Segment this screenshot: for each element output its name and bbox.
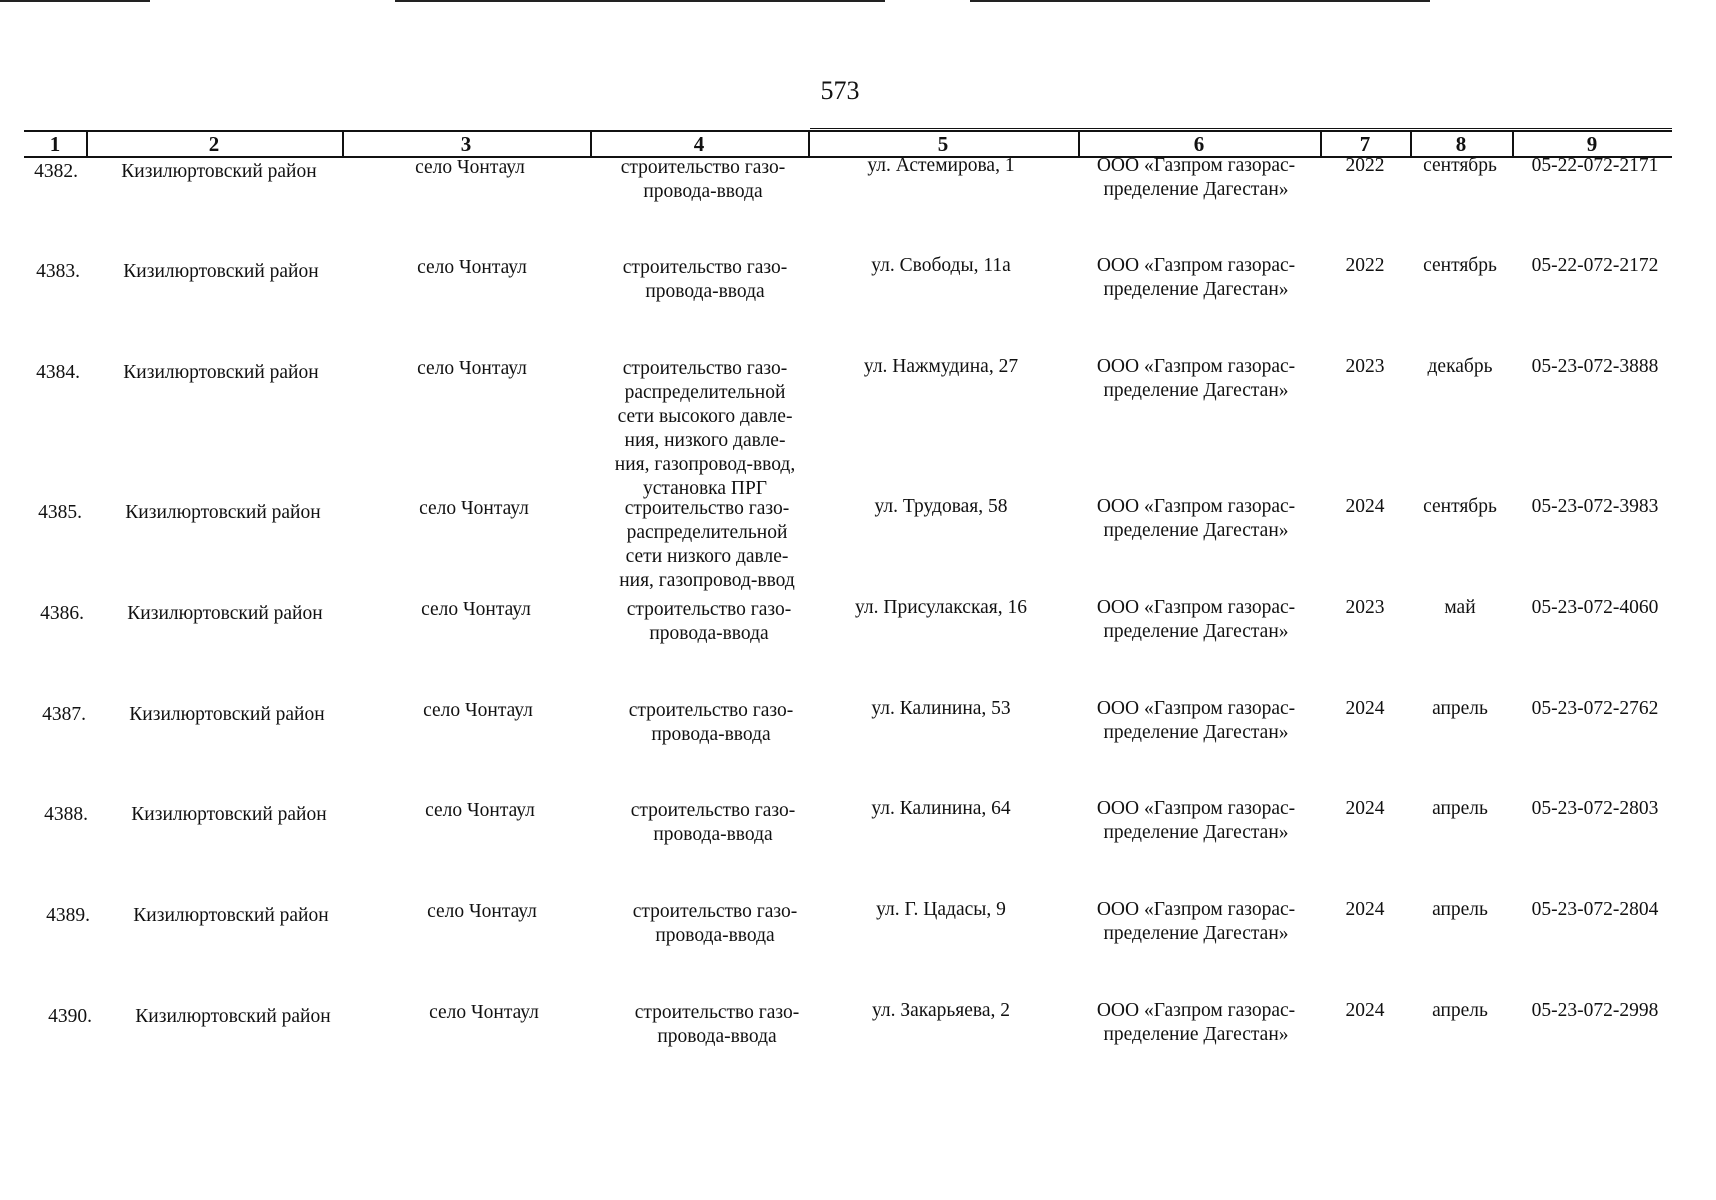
code-cell: 05-23-072-4060 [1531,597,1659,618]
district-cell: Кизилюртовский район [123,362,319,383]
header-top-rule-ext [810,128,1672,129]
row-number: 4383. [36,261,80,282]
year-cell: 2024 [1345,798,1385,819]
organization-cell: ООО «Газпром газорас- пределение Дагестан» [1096,698,1296,743]
district-cell: Кизилюртовский район [123,261,319,282]
code-cell: 05-23-072-2803 [1531,798,1659,819]
row-number: 4384. [36,362,80,383]
district-cell: Кизилюртовский район [127,603,323,624]
district-cell: Кизилюртовский район [121,161,317,182]
organization-cell: ООО «Газпром газорас- пределение Дагестан» [1096,255,1296,300]
organization-cell: ООО «Газпром газорас- пределение Дагестан» [1096,899,1296,944]
code-cell: 05-23-072-3888 [1531,356,1659,377]
code-cell: 05-23-072-3983 [1531,496,1659,517]
month-cell: апрель [1432,1000,1488,1021]
work-description-cell: строительство газо- провода-ввода [628,700,794,745]
settlement-cell: село Чонтаул [429,1002,539,1023]
column-header-2: 2 [208,132,220,156]
settlement-cell: село Чонтаул [427,901,537,922]
code-cell: 05-23-072-2804 [1531,899,1659,920]
work-description-cell: строительство газо- провода-ввода [632,901,798,946]
column-header-8: 8 [1455,132,1467,156]
organization-cell: ООО «Газпром газорас- пределение Дагестан» [1096,798,1296,843]
work-description-cell: строительство газо- распределительной сети высокого давле- ния, низкого давле- ния, газопровод-ввод, установка ПРГ [614,358,796,499]
address-cell: ул. Закарьяева, 2 [871,1000,1010,1021]
address-cell: ул. Свободы, 11а [871,255,1011,276]
work-description-cell: строительство газо- провода-ввода [634,1002,800,1047]
month-cell: декабрь [1427,356,1493,377]
work-description-cell: строительство газо- провода-ввода [622,257,788,302]
district-cell: Кизилюртовский район [125,502,321,523]
address-cell: ул. Г. Цадасы, 9 [876,899,1006,920]
organization-cell: ООО «Газпром газорас- пределение Дагестан» [1096,1000,1296,1045]
district-cell: Кизилюртовский район [131,804,327,825]
code-cell: 05-23-072-2998 [1531,1000,1659,1021]
row-number: 4390. [48,1006,92,1027]
code-cell: 05-22-072-2171 [1531,155,1659,176]
column-header-3: 3 [460,132,472,156]
work-description-cell: строительство газо- провода-ввода [620,157,786,202]
month-cell: апрель [1432,899,1488,920]
column-header-1: 1 [49,132,61,156]
address-cell: ул. Нажмудина, 27 [863,356,1019,377]
month-cell: сентябрь [1423,255,1497,276]
organization-cell: ООО «Газпром газорас- пределение Дагестан» [1096,155,1296,200]
organization-cell: ООО «Газпром газорас- пределение Дагестан» [1096,356,1296,401]
work-description-cell: строительство газо- распределительной сети низкого давле- ния, газопровод-ввод [619,498,795,591]
year-cell: 2022 [1345,155,1385,176]
row-number: 4385. [38,502,82,523]
year-cell: 2024 [1345,698,1385,719]
address-cell: ул. Присулакская, 16 [854,597,1027,618]
row-number: 4382. [34,161,78,182]
address-cell: ул. Калинина, 64 [871,798,1011,819]
year-cell: 2023 [1345,597,1385,618]
settlement-cell: село Чонтаул [417,358,527,379]
column-header-4: 4 [693,132,705,156]
year-cell: 2022 [1345,255,1385,276]
scan-edge [0,0,150,2]
column-header-5: 5 [937,132,949,156]
month-cell: апрель [1432,798,1488,819]
month-cell: апрель [1432,698,1488,719]
column-header-7: 7 [1359,132,1371,156]
page-number: 573 [820,76,860,105]
column-header-9: 9 [1586,132,1598,156]
address-cell: ул. Трудовая, 58 [874,496,1008,517]
district-cell: Кизилюртовский район [129,704,325,725]
address-cell: ул. Астемирова, 1 [867,155,1015,176]
address-cell: ул. Калинина, 53 [871,698,1011,719]
work-description-cell: строительство газо- провода-ввода [630,800,796,845]
settlement-cell: село Чонтаул [417,257,527,278]
year-cell: 2023 [1345,356,1385,377]
month-cell: сентябрь [1423,155,1497,176]
settlement-cell: село Чонтаул [421,599,531,620]
month-cell: сентябрь [1423,496,1497,517]
row-number: 4387. [42,704,86,725]
year-cell: 2024 [1345,1000,1385,1021]
code-cell: 05-22-072-2172 [1531,255,1659,276]
work-description-cell: строительство газо- провода-ввода [626,599,792,644]
code-cell: 05-23-072-2762 [1531,698,1659,719]
column-header-6: 6 [1193,132,1205,156]
organization-cell: ООО «Газпром газорас- пределение Дагестан» [1096,597,1296,642]
row-number: 4386. [40,603,84,624]
year-cell: 2024 [1345,899,1385,920]
row-number: 4389. [46,905,90,926]
scan-edge [395,0,885,2]
organization-cell: ООО «Газпром газорас- пределение Дагестан» [1096,496,1296,541]
district-cell: Кизилюртовский район [133,905,329,926]
settlement-cell: село Чонтаул [423,700,533,721]
settlement-cell: село Чонтаул [419,498,529,519]
settlement-cell: село Чонтаул [415,157,525,178]
month-cell: май [1444,597,1476,618]
year-cell: 2024 [1345,496,1385,517]
settlement-cell: село Чонтаул [425,800,535,821]
scan-edge [970,0,1430,2]
row-number: 4388. [44,804,88,825]
district-cell: Кизилюртовский район [135,1006,331,1027]
